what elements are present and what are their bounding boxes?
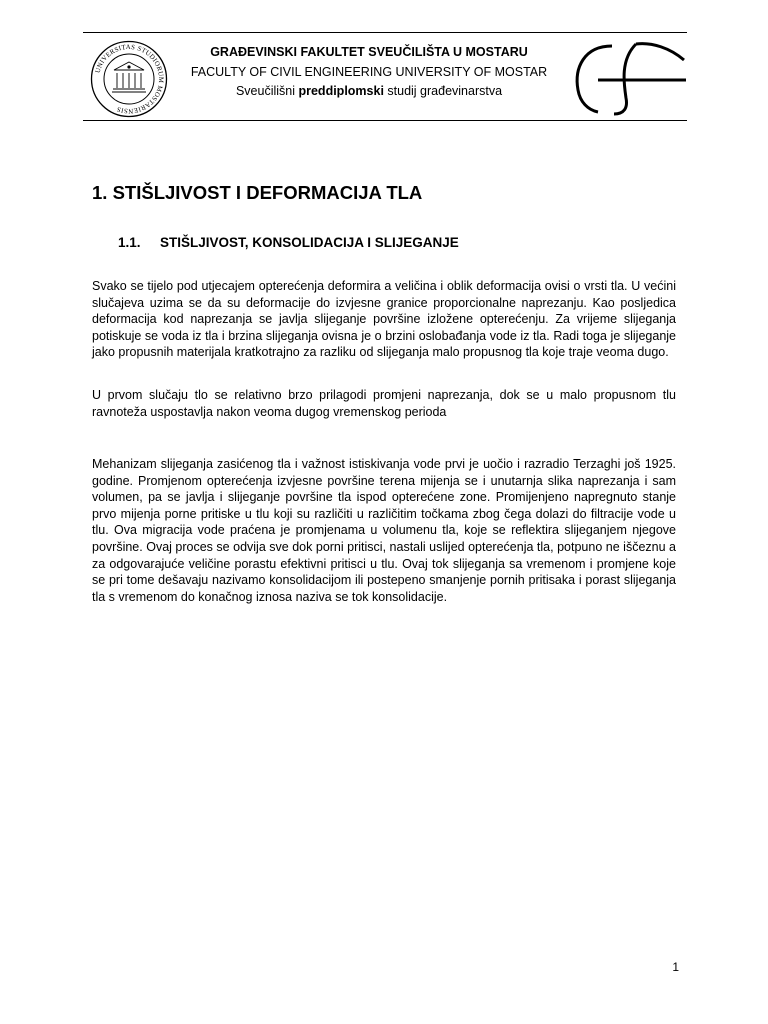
- section-number: 1.1.: [118, 235, 141, 250]
- study-program: [178, 84, 560, 98]
- faculty-logo-icon: [568, 40, 686, 116]
- university-seal-icon: [90, 40, 168, 118]
- seal-inscription: UNIVERSITAS STUDIORUM MOSTARIENSIS: [94, 43, 165, 115]
- section-title: STIŠLJIVOST, KONSOLIDACIJA I SLIJEGANJE: [160, 235, 459, 250]
- study-prefix: Sveučilišni: [235, 84, 299, 98]
- chapter-title: 1. STIŠLJIVOST I DEFORMACIJA TLA: [92, 182, 423, 203]
- study-suffix: studij građevinarstva: [383, 84, 503, 98]
- header-top-rule: [83, 32, 687, 33]
- study-level: preddiplomski: [298, 84, 384, 98]
- body-paragraph: Svako se tijelo pod utjecajem opterećenja deformira a veličina i oblik deformacija ovisi o vrsti tla. U većini slučajeva uzima se da su deformacije do izvjesne granice proporcionalne naprezanju. Kao posljedica deformacija kod naprezanja se javlja slijeganje površine izložene opterećenju. Za vrijeme slijeganja potiskuje se voda iz tla i brzina slijeganja ovisna je o brzini oslobađanja vode iz tla. Radi toga je slijeganje jako propusnih materijala kratkotrajno za razliku od slijeganja malo propusnog tla koje traje veoma dugo.: [92, 279, 676, 360]
- institution-name-en: FACULTY OF CIVIL ENGINEERING UNIVERSITY OF MOSTAR: [190, 65, 548, 79]
- body-paragraph: Mehanizam slijeganja zasićenog tla i važnost istiskivanja vode prvi je uočio i razradio Terzaghi još 1925. godine. Promjenom opterećenja izvjesne površine terena mijenja se i unutarnja slika naprezanja i sam volumen, pa se javlja i slijeganje površine tla ispod opterećene zone. Promijenjeno napregnuto stanje prvo mijenja porne pritiske u tlu koji su različiti u različitim točkama zbog čega dolazi do filtracije vode u tlu. Ova migracija vode praćena je promjenama u volumenu tla, koje se reflektira slijeganjem njegove površine. Ovaj proces se odvija sve dok porni pritisci, nastali uslijed opterećenja tla, potpuno ne iščeznu a za odgovarajuće veličine porastu efektivni pritisci u tlu. Ovaj tok slijeganja sa vremenom i promjene koje se pri tome dešavaju nazivamo konsolidacijom ili postepeno smanjenje pornih pritisaka i porast slijeganja tla s vremenom do konačnog iznosa naziva se tok konsolidacije.: [92, 457, 676, 604]
- body-paragraph: U prvom slučaju tlo se relativno brzo prilagodi promjeni naprezanja, dok se u malo propusnom tlu ravnoteža uspostavlja nakon veoma dugog vremenskog perioda: [92, 388, 676, 419]
- institution-name-hr: GRAĐEVINSKI FAKULTET SVEUČILIŠTA U MOSTARU: [210, 45, 528, 59]
- header-bottom-rule: [83, 120, 687, 121]
- page-number: 1: [672, 960, 679, 974]
- section-heading: [118, 235, 459, 250]
